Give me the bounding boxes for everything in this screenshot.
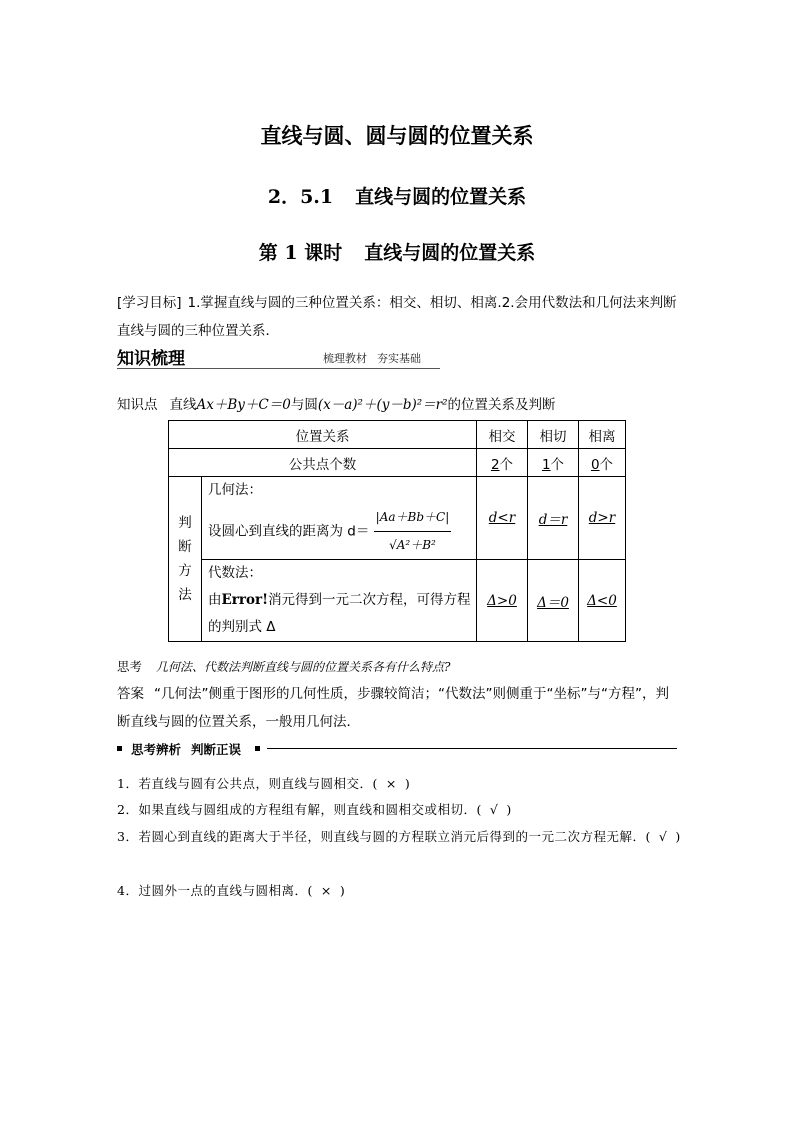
divider-label: 思考辨析 判断正误	[131, 742, 242, 757]
relation-table	[168, 420, 626, 642]
judgement-mark: ×	[320, 883, 332, 898]
knowledge-section-title: 知识梳理	[117, 349, 185, 369]
common-tangent: 1个	[528, 449, 579, 477]
think-label: 思考	[117, 659, 143, 674]
knowledge-point	[117, 393, 556, 413]
judge-method-label: 判 断 方 法	[169, 477, 202, 642]
judgement-mark: ×	[385, 776, 397, 791]
knowledge-section-header	[117, 344, 447, 372]
main-title: 直线与圆、圆与圆的位置关系	[260, 123, 534, 148]
alg-tangent: Δ＝0	[528, 560, 579, 642]
kp-text-c: 的位置关系及判断	[447, 397, 556, 413]
common-points-label: 公共点个数	[169, 449, 477, 477]
knowledge-point-label: 知识点	[117, 397, 158, 413]
geo-tangent: d＝r	[528, 477, 579, 560]
table-header-row	[169, 421, 626, 449]
divider-square-left	[117, 746, 122, 751]
common-points-row	[169, 449, 626, 477]
judgement-item: 1．若直线与圆有公共点，则直线与圆相交．( × )	[117, 771, 683, 797]
circle-equation: (x－a)²＋(y－b)²＝r²	[317, 397, 448, 413]
common-separate: 0个	[579, 449, 626, 477]
header-relation: 位置关系	[169, 421, 477, 449]
distance-fraction: $\frac{|Aa+Bb+C|}{\text{√A²＋B²}}$	[374, 504, 452, 559]
line-equation: Ax＋By＋C＝0	[196, 397, 291, 413]
section-name: 直线与圆的位置关系	[355, 186, 527, 208]
geometric-desc: 设圆心到直线的距离为 d＝ $\frac{|Aa+Bb+C|}{\text{√A²＋B²}}$	[208, 504, 476, 559]
header-separate: 相离	[579, 421, 626, 449]
subtitle-part-2: 夯实基础	[377, 352, 421, 365]
answer-block	[117, 680, 679, 736]
geo-intersect: d<r	[477, 477, 528, 560]
geo-separate: d>r	[579, 477, 626, 560]
algebraic-desc: 由Error!消元得到一元二次方程，可得方程	[208, 592, 471, 608]
algebraic-title: 代数法：	[208, 565, 262, 581]
kp-text-a: 直线	[169, 397, 197, 413]
alg-separate: Δ<0	[579, 560, 626, 642]
subtitle-part-1: 梳理教材	[323, 352, 367, 365]
learning-goals	[117, 289, 677, 345]
algebraic-method	[202, 560, 477, 642]
answer-text: “几何法”侧重于图形的几何性质，步骤较简洁；“代数法”则侧重于“坐标”与“方程”，判断直线与圆的位置关系，一般用几何法．	[117, 686, 669, 730]
alg-intersect: Δ>0	[477, 560, 528, 642]
judgement-mark: √	[658, 829, 668, 844]
lesson-title	[0, 238, 794, 265]
judgement-item: 2．如果直线与圆组成的方程组有解，则直线和圆相交或相切．( √ )	[117, 797, 683, 823]
section-underline	[117, 368, 440, 369]
geometric-method	[202, 477, 477, 560]
section-title	[0, 182, 794, 209]
algebraic-desc-2: 的判别式 Δ	[208, 619, 276, 635]
lesson-name: 直线与圆的位置关系	[364, 242, 536, 264]
error-text: Error!	[221, 592, 269, 608]
kp-text-b: 与圆	[290, 397, 318, 413]
knowledge-section-subtitle	[323, 350, 431, 366]
learning-goals-text: 1.掌握直线与圆的三种位置关系：相交、相切、相离.2.会用代数法和几何法来判断直线与圆的三种位置关系．	[117, 295, 677, 339]
common-intersect: 2个	[477, 449, 528, 477]
judgement-item: 4．过圆外一点的直线与圆相离．( × )	[117, 878, 683, 904]
header-intersect: 相交	[477, 421, 528, 449]
judgement-mark: √	[489, 802, 499, 817]
header-tangent: 相切	[528, 421, 579, 449]
judgement-item: 3．若圆心到直线的距离大于半径，则直线与圆的方程联立消元后得到的一元二次方程无解．( √ )	[117, 824, 683, 850]
divider-line	[267, 748, 677, 749]
think-analysis-divider	[117, 738, 677, 758]
answer-label: 答案	[117, 686, 144, 702]
think-question	[117, 657, 450, 675]
lesson-number: 第 1 课时	[258, 242, 343, 264]
think-text: 几何法、代数法判断直线与圆的位置关系各有什么特点?	[156, 660, 451, 674]
geometric-row	[169, 477, 626, 560]
divider-square-right	[255, 746, 260, 751]
algebraic-row	[169, 560, 626, 642]
learning-goals-tag: [学习目标]	[117, 295, 182, 311]
section-number: 2．5.1	[267, 186, 334, 208]
geometric-title: 几何法：	[208, 482, 262, 498]
